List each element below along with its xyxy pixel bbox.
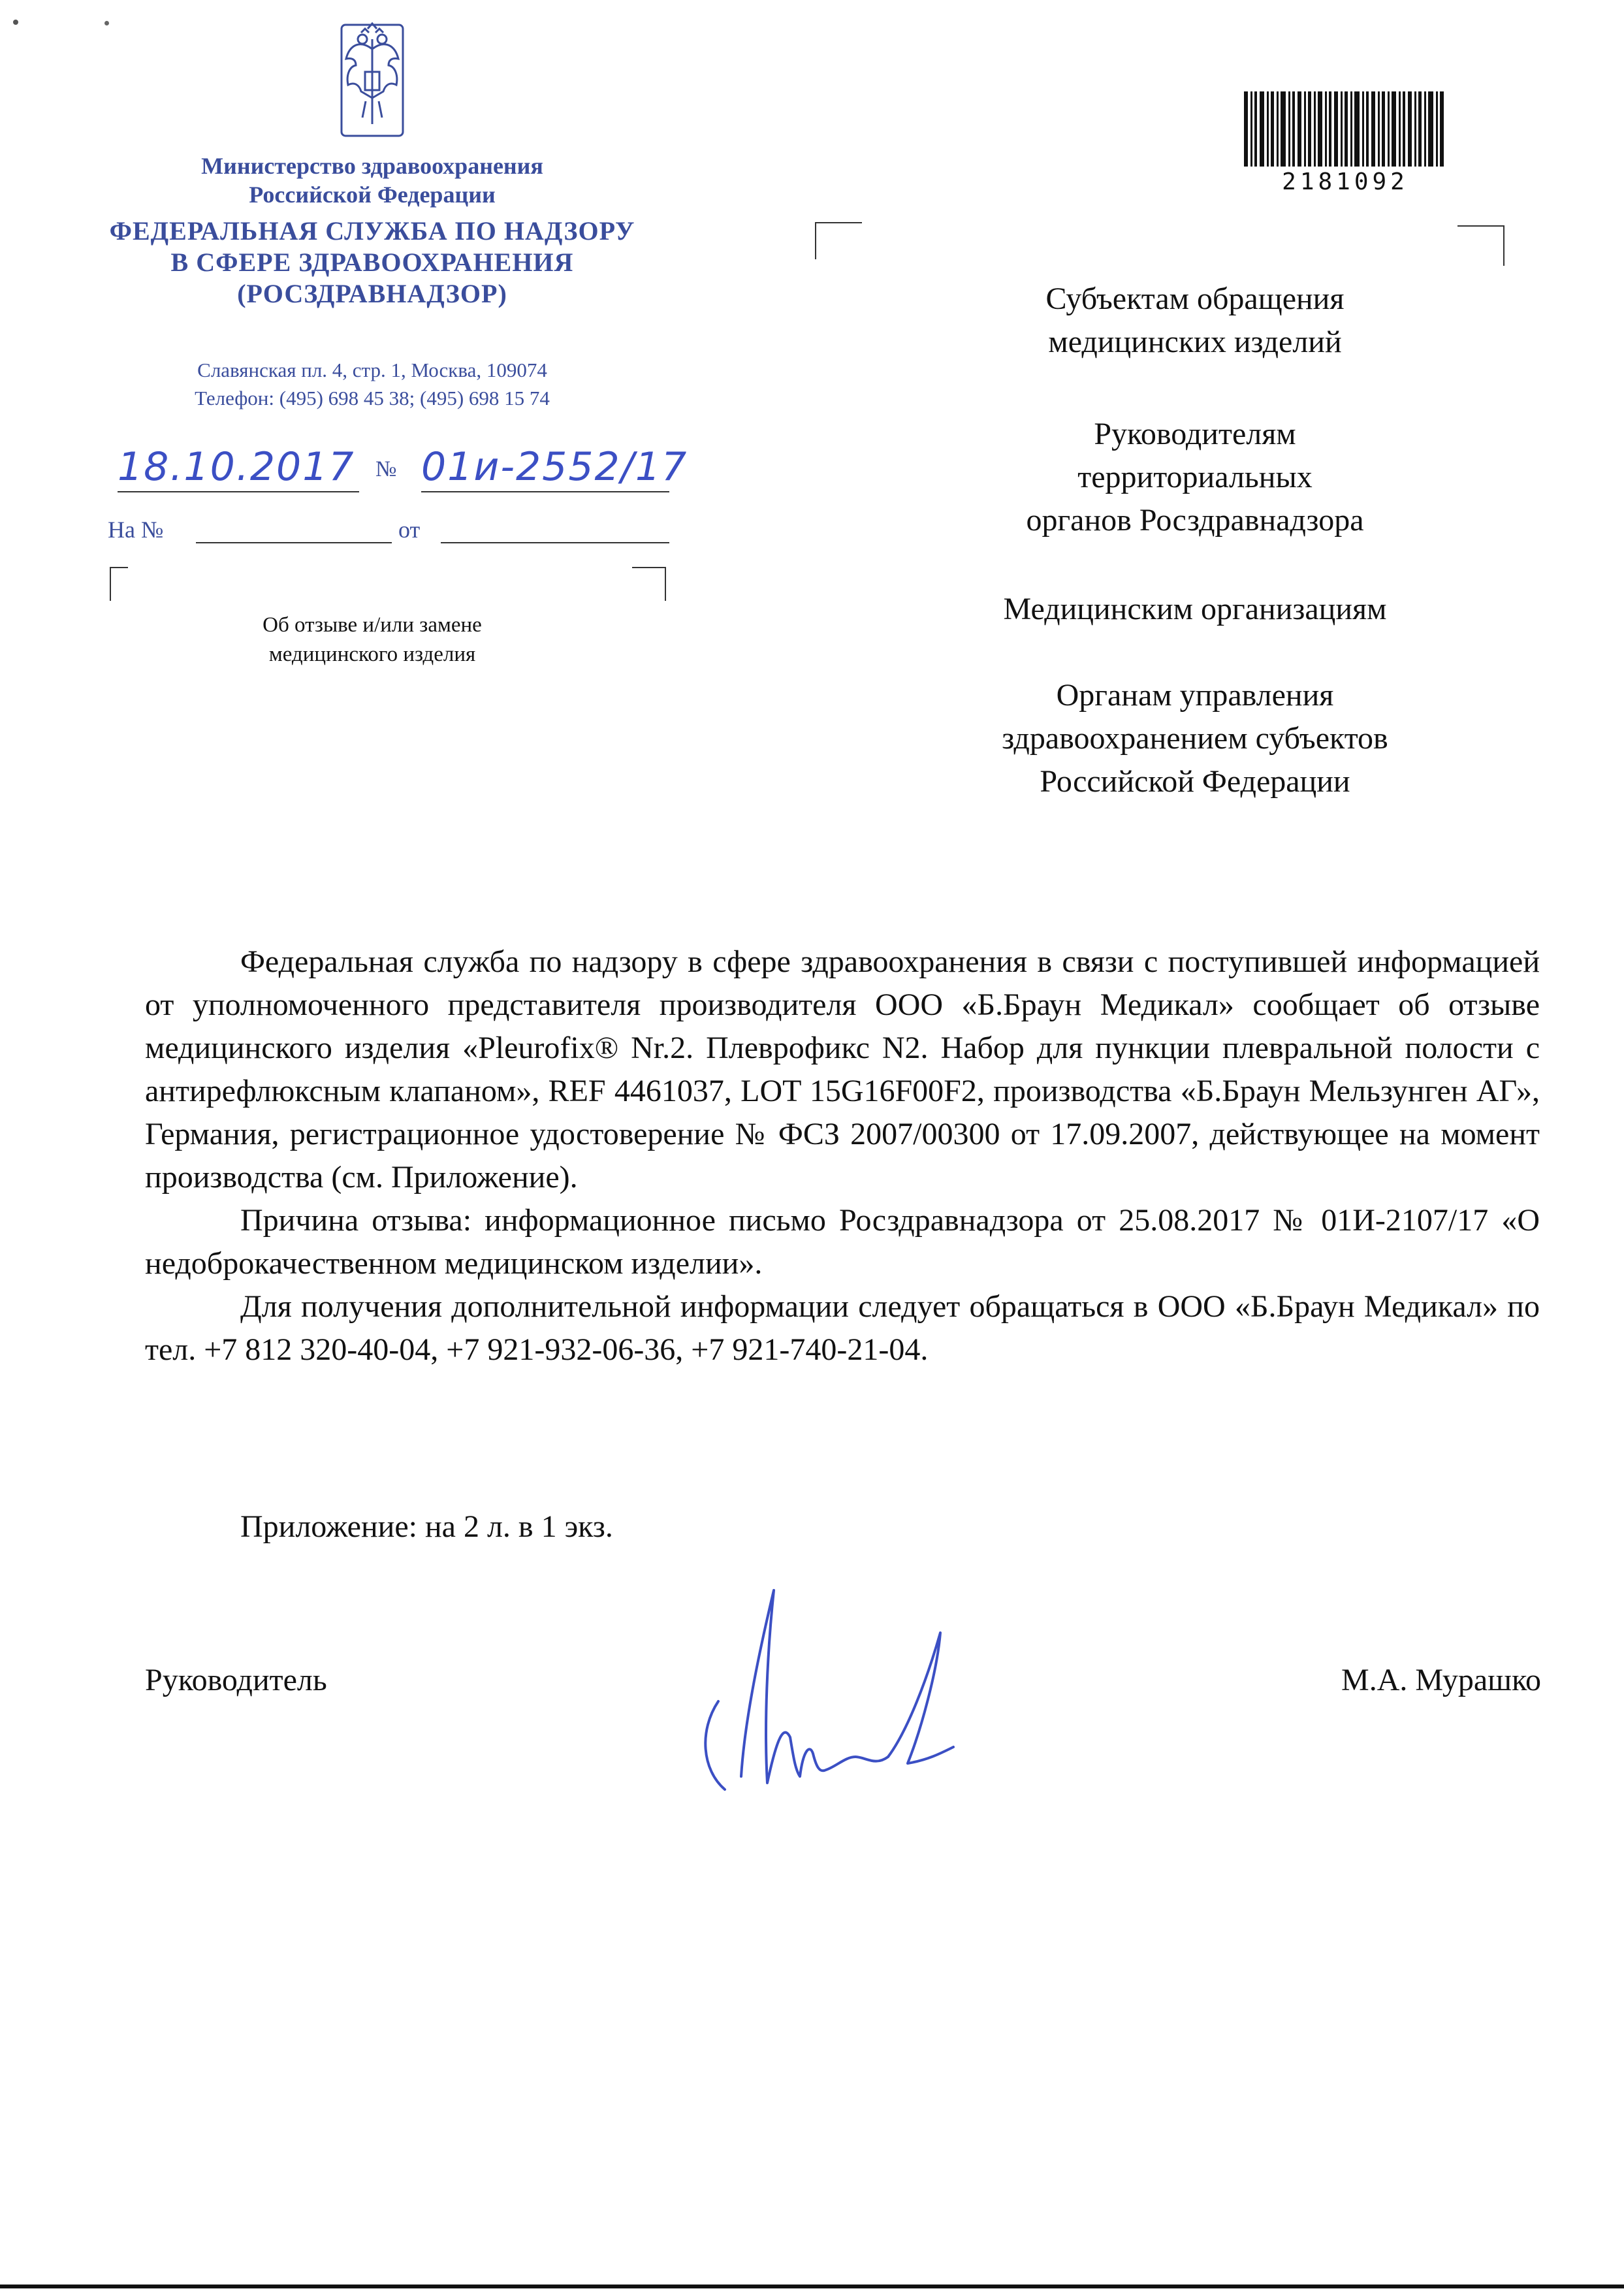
service-name [85,216,660,310]
barcode [1244,91,1446,167]
recipient-line: Медицинским организациям [1003,592,1387,626]
recipient-line: здравоохранением субъектов [1002,721,1388,756]
registration-date-value: 18.10.2017 [118,444,355,490]
registration-number-value: 01и-2552/17 [421,444,688,490]
corner-mark [632,567,666,601]
service-line: ФЕДЕРАЛЬНАЯ СЛУЖБА ПО НАДЗОРУ [109,216,635,246]
page-edge [0,2285,1624,2288]
recipient-group [901,278,1489,364]
recipient-line: органов Росздравнадзора [1026,503,1364,537]
body-paragraph: Федеральная служба по надзору в сфере здравоохранения в связи с поступившей информацией от уполномоченного представителя производителя ООО «Б.Браун Медикал» сообщает об отзыве медицинского изделия «Pleurofix® Nr.2. Плеврофикс N2. Набор для пункции плевральной полости с антирефлюксным клапаном», REF 4461037, LOT 15G16F00F2, производства «Б.Браун Мельзунген АГ», Германия, регистрационное удостоверение № ФСЗ 2007/00300 от 17.09.2007, действующее на момент производства (см. Приложение). [145,944,1540,1195]
corner-mark [815,222,862,259]
address-block [118,356,627,412]
recipient-group [901,674,1489,803]
registration-number [421,444,688,492]
body-paragraph: Для получения дополнительной информации следует обращаться в ООО «Б.Браун Медикал» по тел. +7 812 320-40-04, +7 921-932-06-36, +7 921-740-21-04. [145,1289,1540,1367]
signer-name: М.А. Мурашко [1341,1663,1541,1697]
address-line: Славянская пл. 4, стр. 1, Москва, 109074 [197,359,547,381]
ministry-line: Российской Федерации [249,182,496,208]
registration-number-label: № [375,457,397,481]
letter-body [145,940,1540,1371]
service-line: (РОСЗДРАВНАДЗОР) [237,279,507,308]
subject-line: Об отзыве и/или замене [263,613,482,637]
coat-of-arms-icon [336,20,408,144]
corner-mark [1457,225,1505,266]
recipient-line: Российской Федерации [1040,764,1350,799]
recipient-line: территориальных [1077,460,1313,494]
body-paragraph: Причина отзыва: информационное письмо Росздравнадзора от 25.08.2017 № 01И-2107/17 «О недоброкачественном медицинском изделии». [145,1203,1540,1281]
appendix-note [145,1505,1540,1548]
subject-line: медицинского изделия [268,643,476,666]
subject-block [196,611,549,669]
scan-speck [13,20,18,25]
handwritten-signature [679,1580,979,1803]
reference-label: На № [108,517,164,543]
registration-date [118,444,359,492]
recipient-group [901,588,1489,631]
address-line: Телефон: (495) 698 45 38; (495) 698 15 74 [195,387,550,409]
reference-from-label: от [398,517,421,543]
ministry-name [118,152,627,209]
ministry-line: Министерство здравоохранения [201,153,543,179]
recipient-line: Руководителям [1094,417,1296,451]
scan-speck [104,21,109,25]
recipient-line: Субъектам обращения [1045,281,1345,316]
service-line: В СФЕРЕ ЗДРАВООХРАНЕНИЯ [170,248,574,277]
reference-number-line [196,542,392,543]
recipient-line: Органам управления [1056,678,1334,713]
recipient-line: медицинских изделий [1048,325,1342,359]
recipient-group [901,413,1489,542]
reference-date-line [441,542,669,543]
barcode-number: 2181092 [1282,168,1409,195]
appendix-text: Приложение: на 2 л. в 1 экз. [240,1509,613,1544]
corner-mark [110,567,128,601]
signer-position: Руководитель [145,1663,327,1697]
